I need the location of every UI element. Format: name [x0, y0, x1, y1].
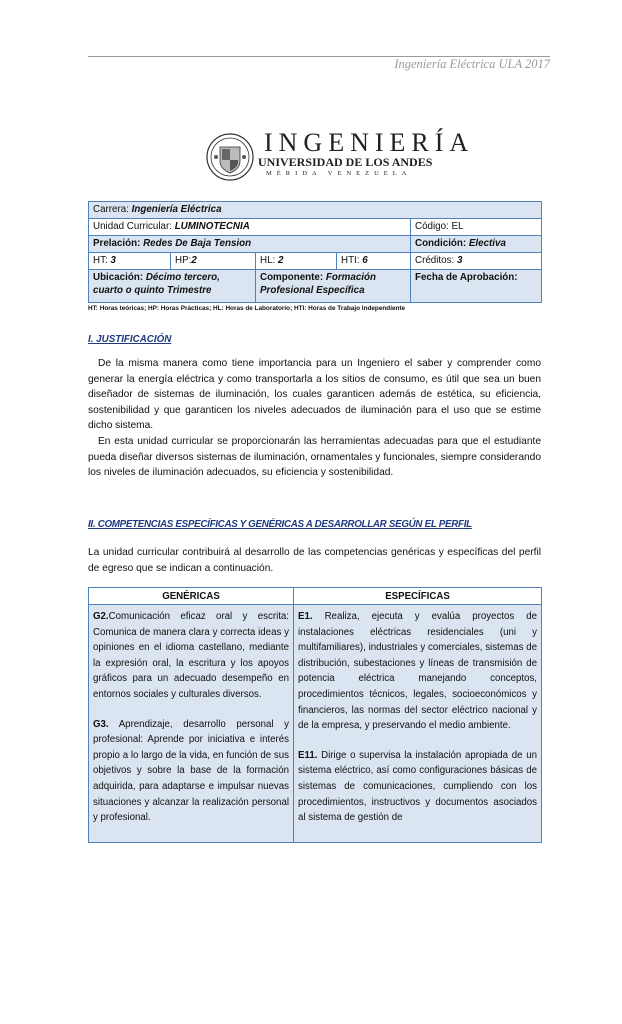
competencia-item: G2.Comunicación eficaz oral y escrita: Comunica de manera clara y correcta ideas y opiniones en el idioma castellano, mediante la expresión oral, la escritura y los apoyos gráficos para un adecuado desempeño en entornos sociales y culturales diversos.: [93, 611, 289, 700]
especificas-cell: [294, 605, 542, 843]
hp-cell: HP:2: [171, 253, 256, 270]
competencias-intro: La unidad curricular contribuirá al desarrollo de las competencias genéricas y específicas del perfil de egreso que se indican a continuación.: [88, 547, 541, 574]
section-heading-justificacion: I. JUSTIFICACIÓN: [88, 334, 172, 345]
hl-cell: HL: 2: [256, 253, 337, 270]
running-head: Ingeniería Eléctrica ULA 2017: [394, 57, 550, 71]
hti-cell: HTI: 6: [337, 253, 411, 270]
university-seal-icon: [206, 133, 254, 181]
condicion-cell: Condición: Electiva: [411, 236, 542, 253]
logo-subtitle: UNIVERSIDAD DE LOS ANDES: [258, 155, 433, 169]
competencias-table: [88, 587, 542, 843]
logo-title: INGENIERÍA: [264, 128, 475, 157]
justificacion-paragraph-1: De la misma manera como tiene importancia para un Ingeniero el saber y comprender como generar la energía eléctrica y como transportarla a los sitios de consumo, es útil que sea un buen diseñador de sistemas de iluminación, los cuales garanticen además de estética, su eficiencia, sostenibilidad y que garanticen los niveles adecuados de iluminación para el uso que se estime dicho sistema.: [88, 358, 541, 432]
especificas-header: ESPECÍFICAS: [294, 588, 542, 605]
faculty-logo: [206, 128, 475, 183]
competencia-item: E11. Dirige o supervisa la instalación apropiada de un sistema eléctrico, así como configuraciones básicas de sistemas de comunicaciones, cumpliendo con los procedimientos, instructivos y documentos asociados al sistema de gestión de: [298, 749, 537, 824]
unidad-cell: Unidad Curricular: LUMINOTECNIA: [89, 219, 411, 236]
competencia-item: G3. Aprendizaje, desarrollo personal y profesional: Aprende por iniciativa e interés propio a lo largo de la vida, en función de sus objetivos y sobre la base de la formación adquirida, para adaptarse e impulsar nuevas situaciones y alcanzar la realización personal y profesional.: [93, 718, 289, 824]
ubicacion-cell: Ubicación: Décimo tercero, cuarto o quinto Trimestre: [89, 270, 256, 303]
genericas-header: GENÉRICAS: [89, 588, 294, 605]
codigo-cell: Código: EL: [411, 219, 542, 236]
competencia-item: E1. Realiza, ejecuta y evalúa proyectos de instalaciones eléctricas residenciales (uni y multifamiliares), industriales y comerciales, sistemas de distribución, subestaciones y líneas de transmisión de potencia eléctrica manejando conceptos, procedimientos técnicos, legales, socioeconómicos y financieros, las normas del sector eléctrico nacional y de la empresa, y preservando el medio ambiente.: [298, 611, 537, 732]
prelacion-cell: Prelación: Redes De Baja Tension: [89, 236, 411, 253]
hours-legend: HT: Horas teóricas; HP: Horas Prácticas; HL: Horas de Laboratorio; HTI: Horas de Trabajo Independiente: [88, 305, 406, 312]
section-heading-competencias: II. COMPETENCIAS ESPECÍFICAS Y GENÉRICAS A DESARROLLAR SEGÚN EL PERFIL: [88, 519, 472, 530]
genericas-cell: [89, 605, 294, 843]
justificacion-paragraph-2: En esta unidad curricular se proporcionarán las herramientas adecuadas para que el estudiante pueda diseñar diversos sistemas de iluminación, ornamentales y funcionales, siempre considerando los niveles de iluminación adecuados, su eficiencia y sostenibilidad.: [88, 436, 541, 479]
ht-cell: HT: 3: [89, 253, 171, 270]
creditos-cell: Créditos: 3: [411, 253, 542, 270]
course-info-table: [88, 201, 542, 303]
componente-cell: Componente: Formación Profesional Específica: [256, 270, 411, 303]
carrera-cell: Carrera: Ingeniería Eléctrica: [89, 202, 542, 219]
logo-city: MÉRIDA VENEZUELA: [266, 170, 412, 177]
fecha-cell: Fecha de Aprobación:: [411, 270, 542, 303]
